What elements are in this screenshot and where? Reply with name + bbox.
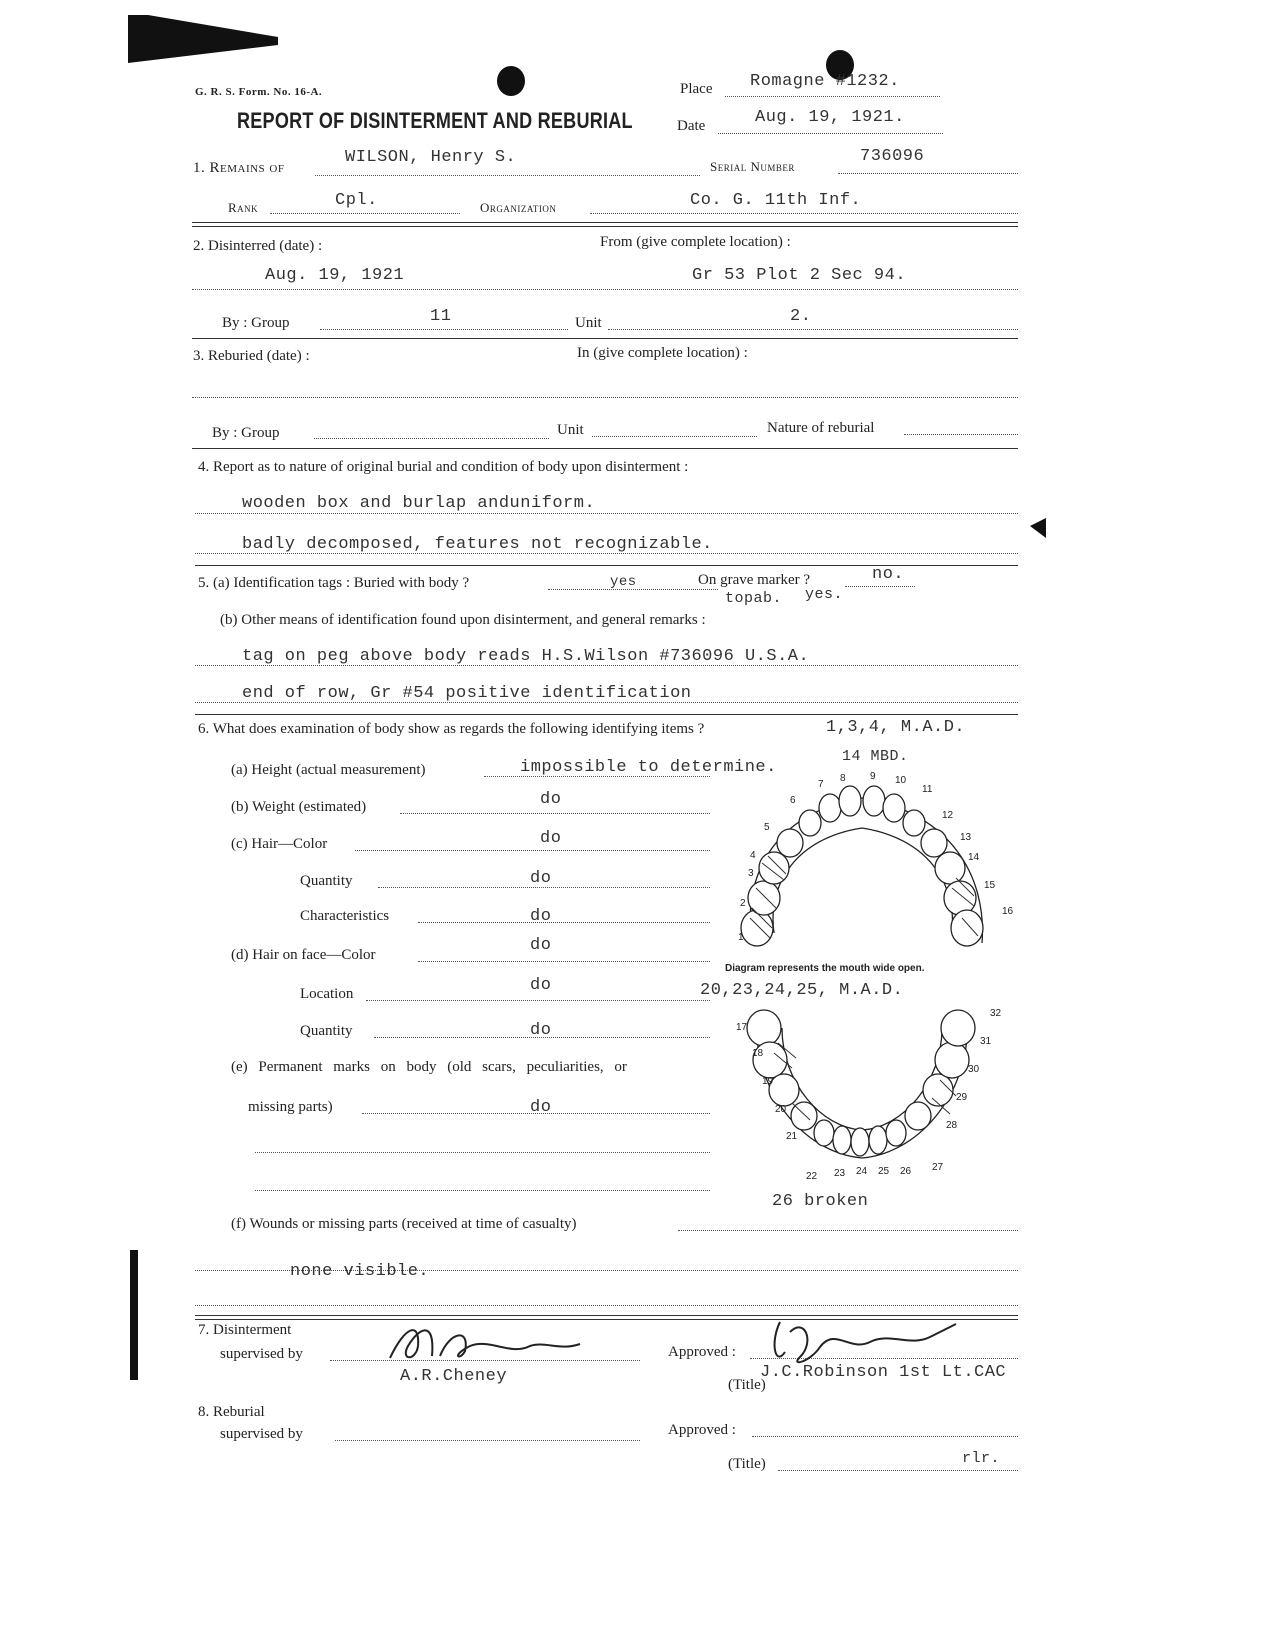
scan-corner-mark [128, 15, 278, 65]
burial-report-label: 4. Report as to nature of original burial and condition of body upon disinterment : [198, 459, 689, 475]
tooth-number-18: 18 [752, 1048, 764, 1059]
tooth-number-24: 24 [856, 1166, 868, 1177]
face-location-value: do [530, 976, 552, 995]
tooth-number-3: 3 [748, 868, 754, 879]
tooth-number-4: 4 [750, 850, 756, 861]
punch-hole [497, 66, 525, 96]
tooth-number-26: 26 [900, 1166, 912, 1177]
tooth-number-22: 22 [806, 1171, 818, 1182]
missing-parts-label: missing parts) [248, 1099, 333, 1115]
organization-value: Co. G. 11th Inf. [690, 191, 862, 210]
weight-label: (b) Weight (estimated) [231, 799, 367, 815]
organization-label: Organization [480, 200, 557, 215]
id-tags-label: 5. (a) Identification tags : Buried with body ? [198, 575, 470, 591]
form-title: REPORT OF DISINTERMENT AND REBURIAL [237, 108, 633, 133]
in-label: In (give complete location) : [577, 345, 748, 361]
tooth-number-2: 2 [740, 898, 746, 909]
hair-color-label: (c) Hair—Color [231, 836, 328, 852]
height-value: impossible to determine. [520, 758, 777, 777]
tooth-number-19: 19 [762, 1076, 774, 1087]
permanent-marks-label: (e) Permanent marks on body (old scars, peculiarities, or [231, 1059, 627, 1075]
tooth-number-12: 12 [942, 810, 954, 821]
face-quantity-label: Quantity [300, 1023, 353, 1039]
hair-color-value: do [540, 829, 562, 848]
reburial-unit-label: Unit [557, 422, 584, 438]
tooth-number-14: 14 [968, 852, 980, 863]
tooth-number-27: 27 [932, 1162, 944, 1173]
face-hair-label: (d) Hair on face—Color [231, 947, 376, 963]
tooth-number-1: 1 [738, 932, 744, 943]
unit-label: Unit [575, 315, 602, 331]
lower-teeth-note: 20,23,24,25, M.A.D. [700, 981, 904, 1000]
tooth-number-13: 13 [960, 832, 972, 843]
rank-value: Cpl. [335, 191, 378, 210]
serial-label: Serial Number [710, 159, 795, 174]
reburial-label: 8. Reburial [198, 1404, 265, 1420]
other-means-line1: tag on peg above body reads H.S.Wilson #736096 U.S.A. [242, 647, 810, 666]
wounds-label: (f) Wounds or missing parts (received at time of casualty) [231, 1216, 577, 1232]
teeth-diagram [712, 768, 1032, 1188]
tooth-number-29: 29 [956, 1092, 968, 1103]
unit-value: 2. [790, 307, 812, 326]
tooth-number-15: 15 [984, 880, 996, 891]
height-label: (a) Height (actual measurement) [231, 762, 426, 778]
disinterment-supervisor-name: A.R.Cheney [400, 1367, 508, 1386]
remains-value: WILSON, Henry S. [345, 148, 517, 167]
date-label: Date [677, 118, 706, 134]
disinterment-supervised-label: supervised by [220, 1346, 303, 1362]
tooth-number-8: 8 [840, 773, 846, 784]
tooth-number-23: 23 [834, 1168, 846, 1179]
face-location-label: Location [300, 986, 354, 1002]
other-means-label: (b) Other means of identification found upon disinterment, and general remarks : [220, 612, 706, 628]
rank-label: Rank [228, 200, 259, 215]
tooth-number-9: 9 [870, 771, 876, 782]
disinterment-approver: J.C.Robinson 1st Lt.CAC [760, 1363, 1007, 1382]
broken-tooth-note: 26 broken [772, 1192, 869, 1211]
disinterred-date: Aug. 19, 1921 [265, 266, 405, 285]
hair-quantity-label: Quantity [300, 873, 353, 889]
grave-marker-value: no. [872, 565, 905, 584]
disinterment-label: 7. Disinterment [198, 1322, 292, 1338]
hair-quantity-value: do [530, 869, 552, 888]
place-label: Place [680, 81, 713, 97]
id-tags-value: yes [610, 574, 637, 590]
form-number: G. R. S. Form. No. 16-A. [195, 86, 323, 98]
tooth-number-6: 6 [790, 795, 796, 806]
by-group-label: By : Group [222, 315, 290, 331]
tooth-number-25: 25 [878, 1166, 890, 1177]
wounds-value: none visible. [290, 1262, 430, 1281]
from-label: From (give complete location) : [600, 234, 791, 250]
reburial-approved-label: Approved : [668, 1422, 736, 1438]
disinterment-title-label: (Title) [728, 1377, 766, 1393]
grave-marker-value-2: yes. [805, 586, 844, 603]
reburial-by-group-label: By : Group [212, 425, 280, 441]
examination-label: 6. What does examination of body show as regards the following identifying items ? [198, 721, 705, 737]
burial-report-line1: wooden box and burlap anduniform. [242, 494, 596, 513]
reburial-supervised-label: supervised by [220, 1426, 303, 1442]
reburied-label: 3. Reburied (date) : [193, 348, 310, 364]
id-tags-value-2: topab. [725, 590, 783, 607]
grave-marker-label: On grave marker ? [698, 572, 811, 588]
cheney-signature [380, 1316, 590, 1368]
upper-teeth-note: 1,3,4, M.A.D. [826, 718, 966, 737]
missing-parts-value: do [530, 1098, 552, 1117]
face-quantity-value: do [530, 1021, 552, 1040]
tooth-number-7: 7 [818, 779, 824, 790]
tooth-number-21: 21 [786, 1131, 798, 1142]
reburial-title-label: (Title) [728, 1456, 766, 1472]
tooth-number-31: 31 [980, 1036, 992, 1047]
disinterred-label: 2. Disinterred (date) : [193, 238, 323, 254]
tooth-number-30: 30 [968, 1064, 980, 1075]
upper-teeth-note-2: 14 MBD. [842, 748, 909, 765]
group-value: 11 [430, 307, 452, 326]
tooth-number-10: 10 [895, 775, 907, 786]
scan-mark [1030, 518, 1046, 538]
hair-characteristics-label: Characteristics [300, 908, 390, 924]
serial-value: 736096 [860, 147, 925, 166]
reburial-title-value: rlr. [962, 1450, 1001, 1467]
date-value: Aug. 19, 1921. [755, 108, 905, 127]
nature-of-reburial-label: Nature of reburial [767, 420, 875, 436]
scan-edge-mark [130, 1250, 138, 1380]
tooth-number-17: 17 [736, 1022, 748, 1033]
other-means-line2: end of row, Gr #54 positive identification [242, 684, 692, 703]
hair-characteristics-value: do [530, 907, 552, 926]
tooth-number-32: 32 [990, 1008, 1002, 1019]
burial-report-line2: badly decomposed, features not recognizable. [242, 535, 713, 554]
place-value: Romagne #1232. [750, 72, 900, 91]
tooth-number-11: 11 [922, 784, 933, 795]
face-hair-value: do [530, 936, 552, 955]
disinterment-approved-label: Approved : [668, 1344, 736, 1360]
weight-value: do [540, 790, 562, 809]
tooth-number-5: 5 [764, 822, 770, 833]
from-location: Gr 53 Plot 2 Sec 94. [692, 266, 907, 285]
tooth-number-28: 28 [946, 1120, 958, 1131]
diagram-caption: Diagram represents the mouth wide open. [725, 963, 925, 974]
tooth-number-16: 16 [1002, 906, 1014, 917]
remains-label: 1. Remains of [193, 160, 285, 176]
tooth-number-20: 20 [775, 1104, 787, 1115]
